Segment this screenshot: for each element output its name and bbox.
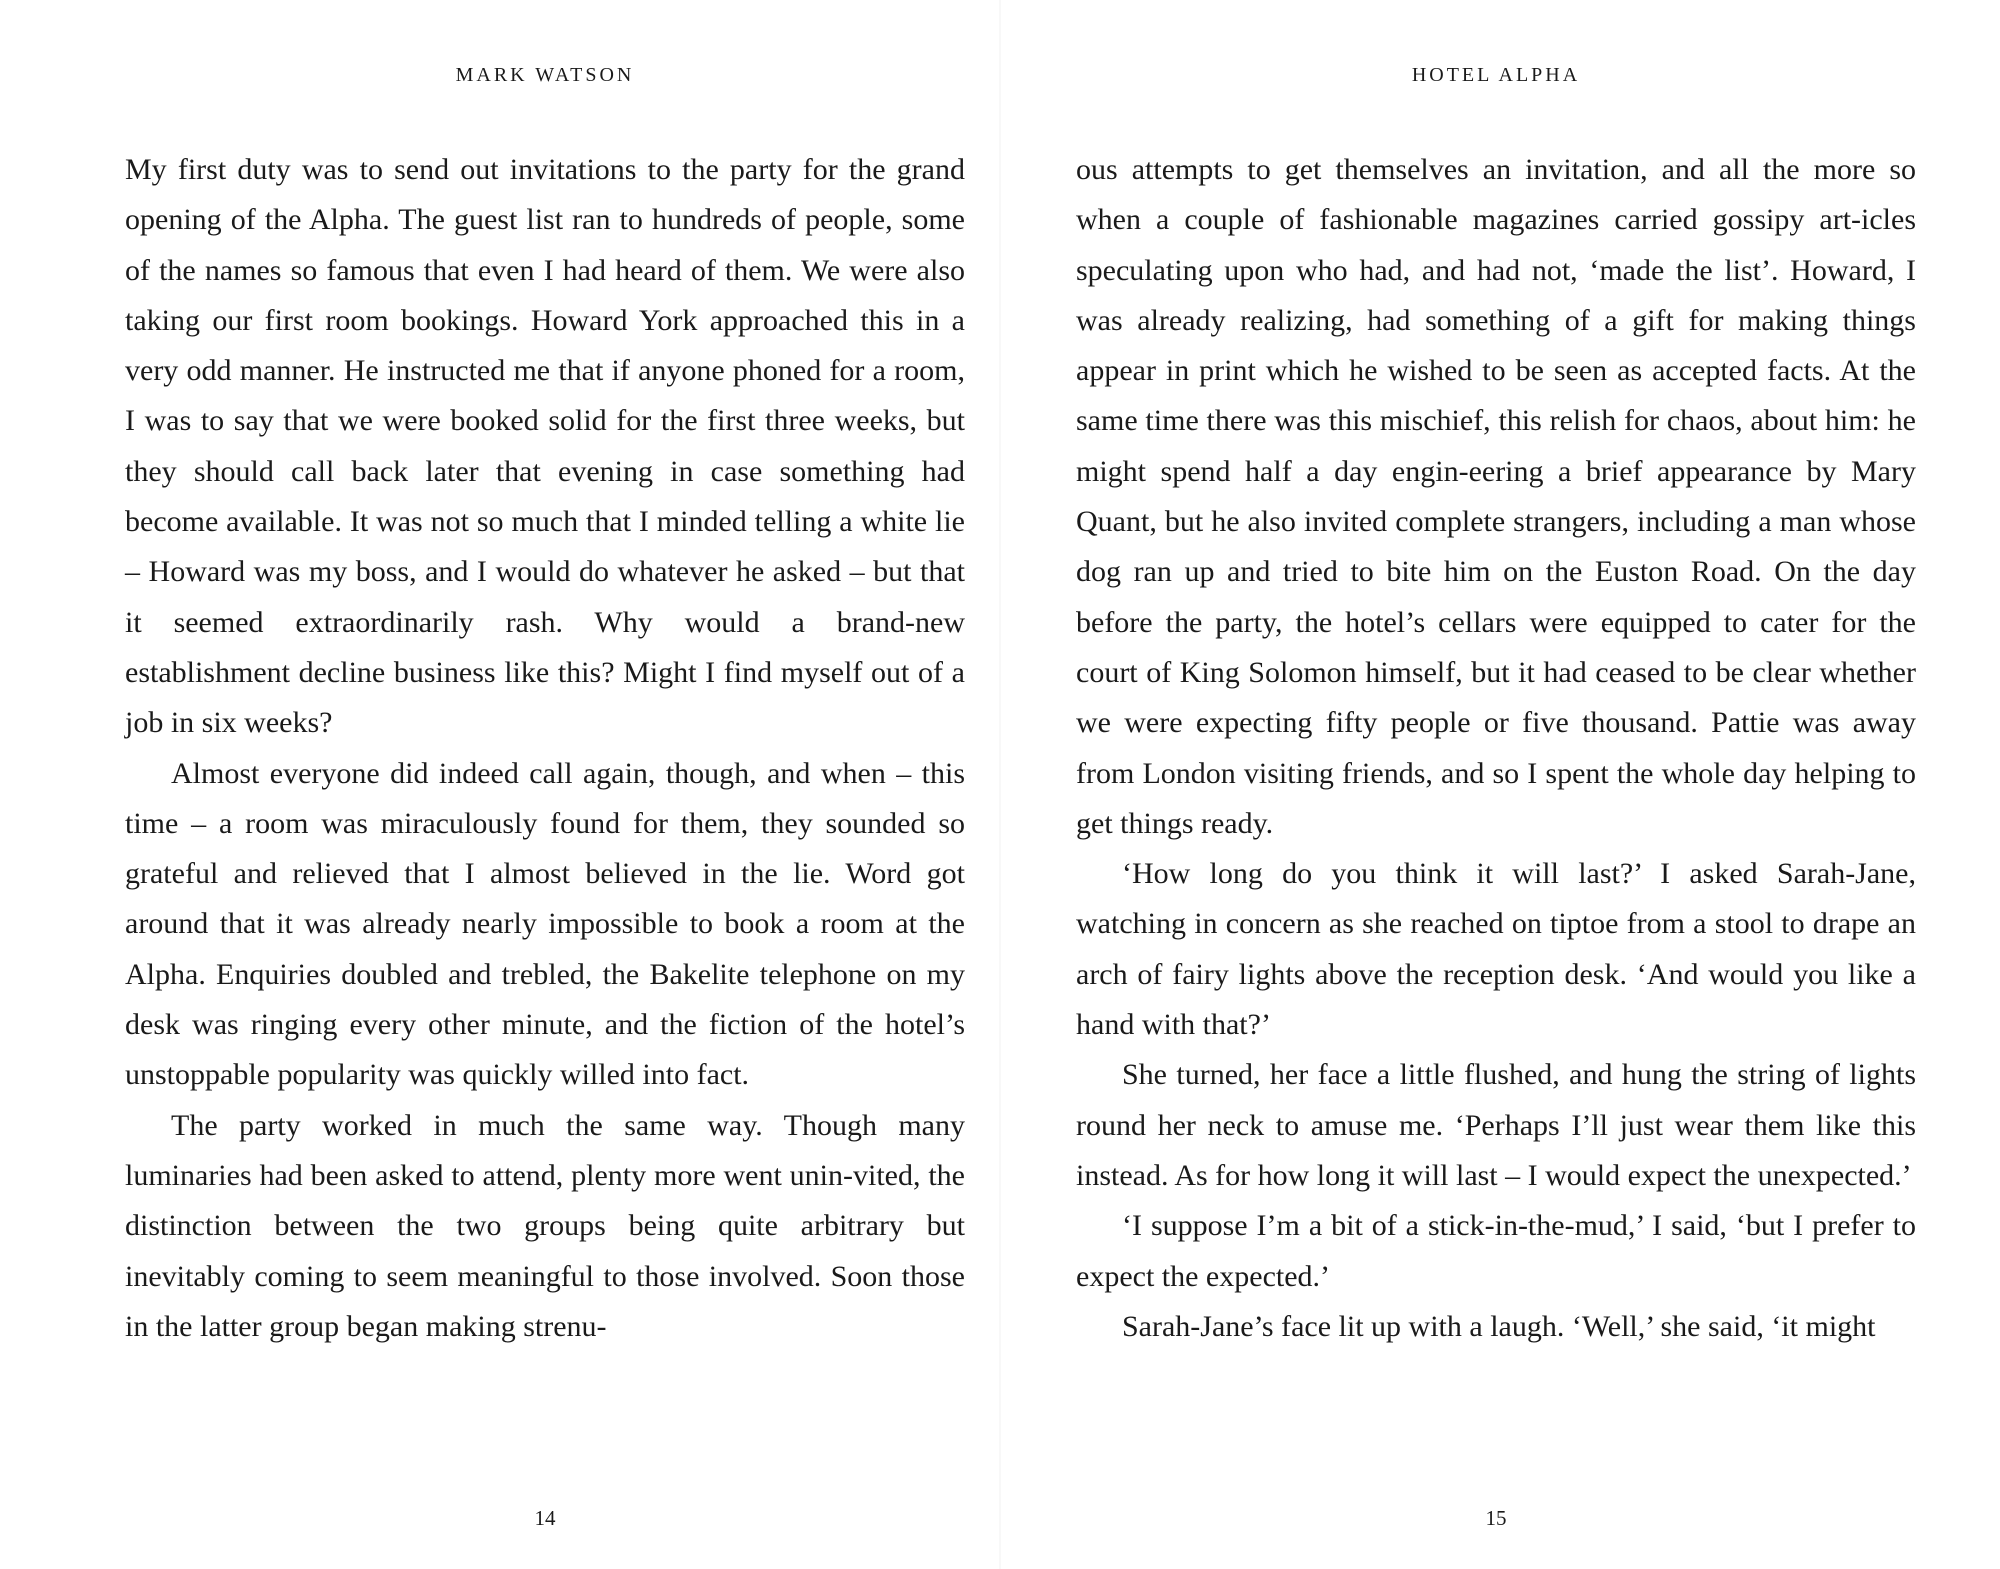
paragraph: Almost everyone did indeed call again, though, and when – this time – a room was miraculously found for them, they sounded so grateful and relieved that I almost believed in the lie. Word got around that it was already nearly impossible to book a room at the Alpha. Enquiries doubled and trebled, the Bakelite telephone on my desk was ringing every other minute, and the fiction of the hotel’s unstoppable popularity was quickly willed into fact. (125, 756, 965, 1092)
page-number-right: 15 (1485, 1506, 1507, 1530)
paragraph: The party worked in much the same way. Though many luminaries had been asked to attend, plenty more went unin-vited, the distinction between the two groups being quite arbitrary but inevitably coming to seem meaningful to those involved. Soon those in the latter group began making strenu- (125, 1108, 965, 1343)
left-page (125, 0, 965, 1569)
running-head-author: MARK WATSON (455, 64, 635, 86)
gutter (999, 0, 1001, 1569)
paragraph: Sarah-Jane’s face lit up with a laugh. ‘Well,’ she said, ‘it might (1122, 1309, 1876, 1343)
paragraph: ‘How long do you think it will last?’ I asked Sarah-Jane, watching in concern as she reached on tiptoe from a stool to drape an arch of fairy lights above the reception desk. ‘And would you like a hand with that?’ (1076, 857, 1916, 1042)
paragraph: She turned, her face a little flushed, and hung the string of lights round her neck to amuse me. ‘Perhaps I’ll just wear them like this instead. As for how long it will last – I would expect the unexpected.’ (1076, 1058, 1916, 1192)
left-page-body (125, 145, 965, 1352)
right-page (1076, 0, 1916, 1569)
right-page-body (1076, 145, 1916, 1352)
paragraph: ous attempts to get themselves an invitation, and all the more so when a couple of fashionable magazines carried gossipy art-icles speculating upon who had, and had not, ‘made the list’. Howard, I was already realizing, had something of a gift for making things appear in print which he wished to be seen as accepted facts. At the same time there was this mischief, this relish for chaos, about him: he might spend half a day engin-eering a brief appearance by Mary Quant, but he also invited complete strangers, including a man whose dog ran up and tried to bite him on the Euston Road. On the day before the party, the hotel’s cellars were equipped to cater for the court of King Solomon himself, but it had ceased to be clear whether we were expecting fifty people or five thousand. Pattie was away from London visiting friends, and so I spent the whole day helping to get things ready. (1076, 153, 1916, 840)
paragraph: My first duty was to send out invitations to the party for the grand opening of the Alpha. The guest list ran to hundreds of people, some of the names so famous that even I had heard of them. We were also taking our first room bookings. Howard York approached this in a very odd manner. He instructed me that if anyone phoned for a room, I was to say that we were booked solid for the first three weeks, but they should call back later that evening in case something had become available. It was not so much that I minded telling a white lie – Howard was my boss, and I would do whatever he asked – but that it seemed extraordinarily rash. Why would a brand-new establishment decline business like this? Might I find myself out of a job in six weeks? (125, 153, 965, 740)
page-number-left: 14 (534, 1506, 556, 1530)
paragraph: ‘I suppose I’m a bit of a stick-in-the-mud,’ I said, ‘but I prefer to expect the expected.’ (1076, 1209, 1916, 1293)
running-head-title: HOTEL ALPHA (1411, 64, 1581, 86)
